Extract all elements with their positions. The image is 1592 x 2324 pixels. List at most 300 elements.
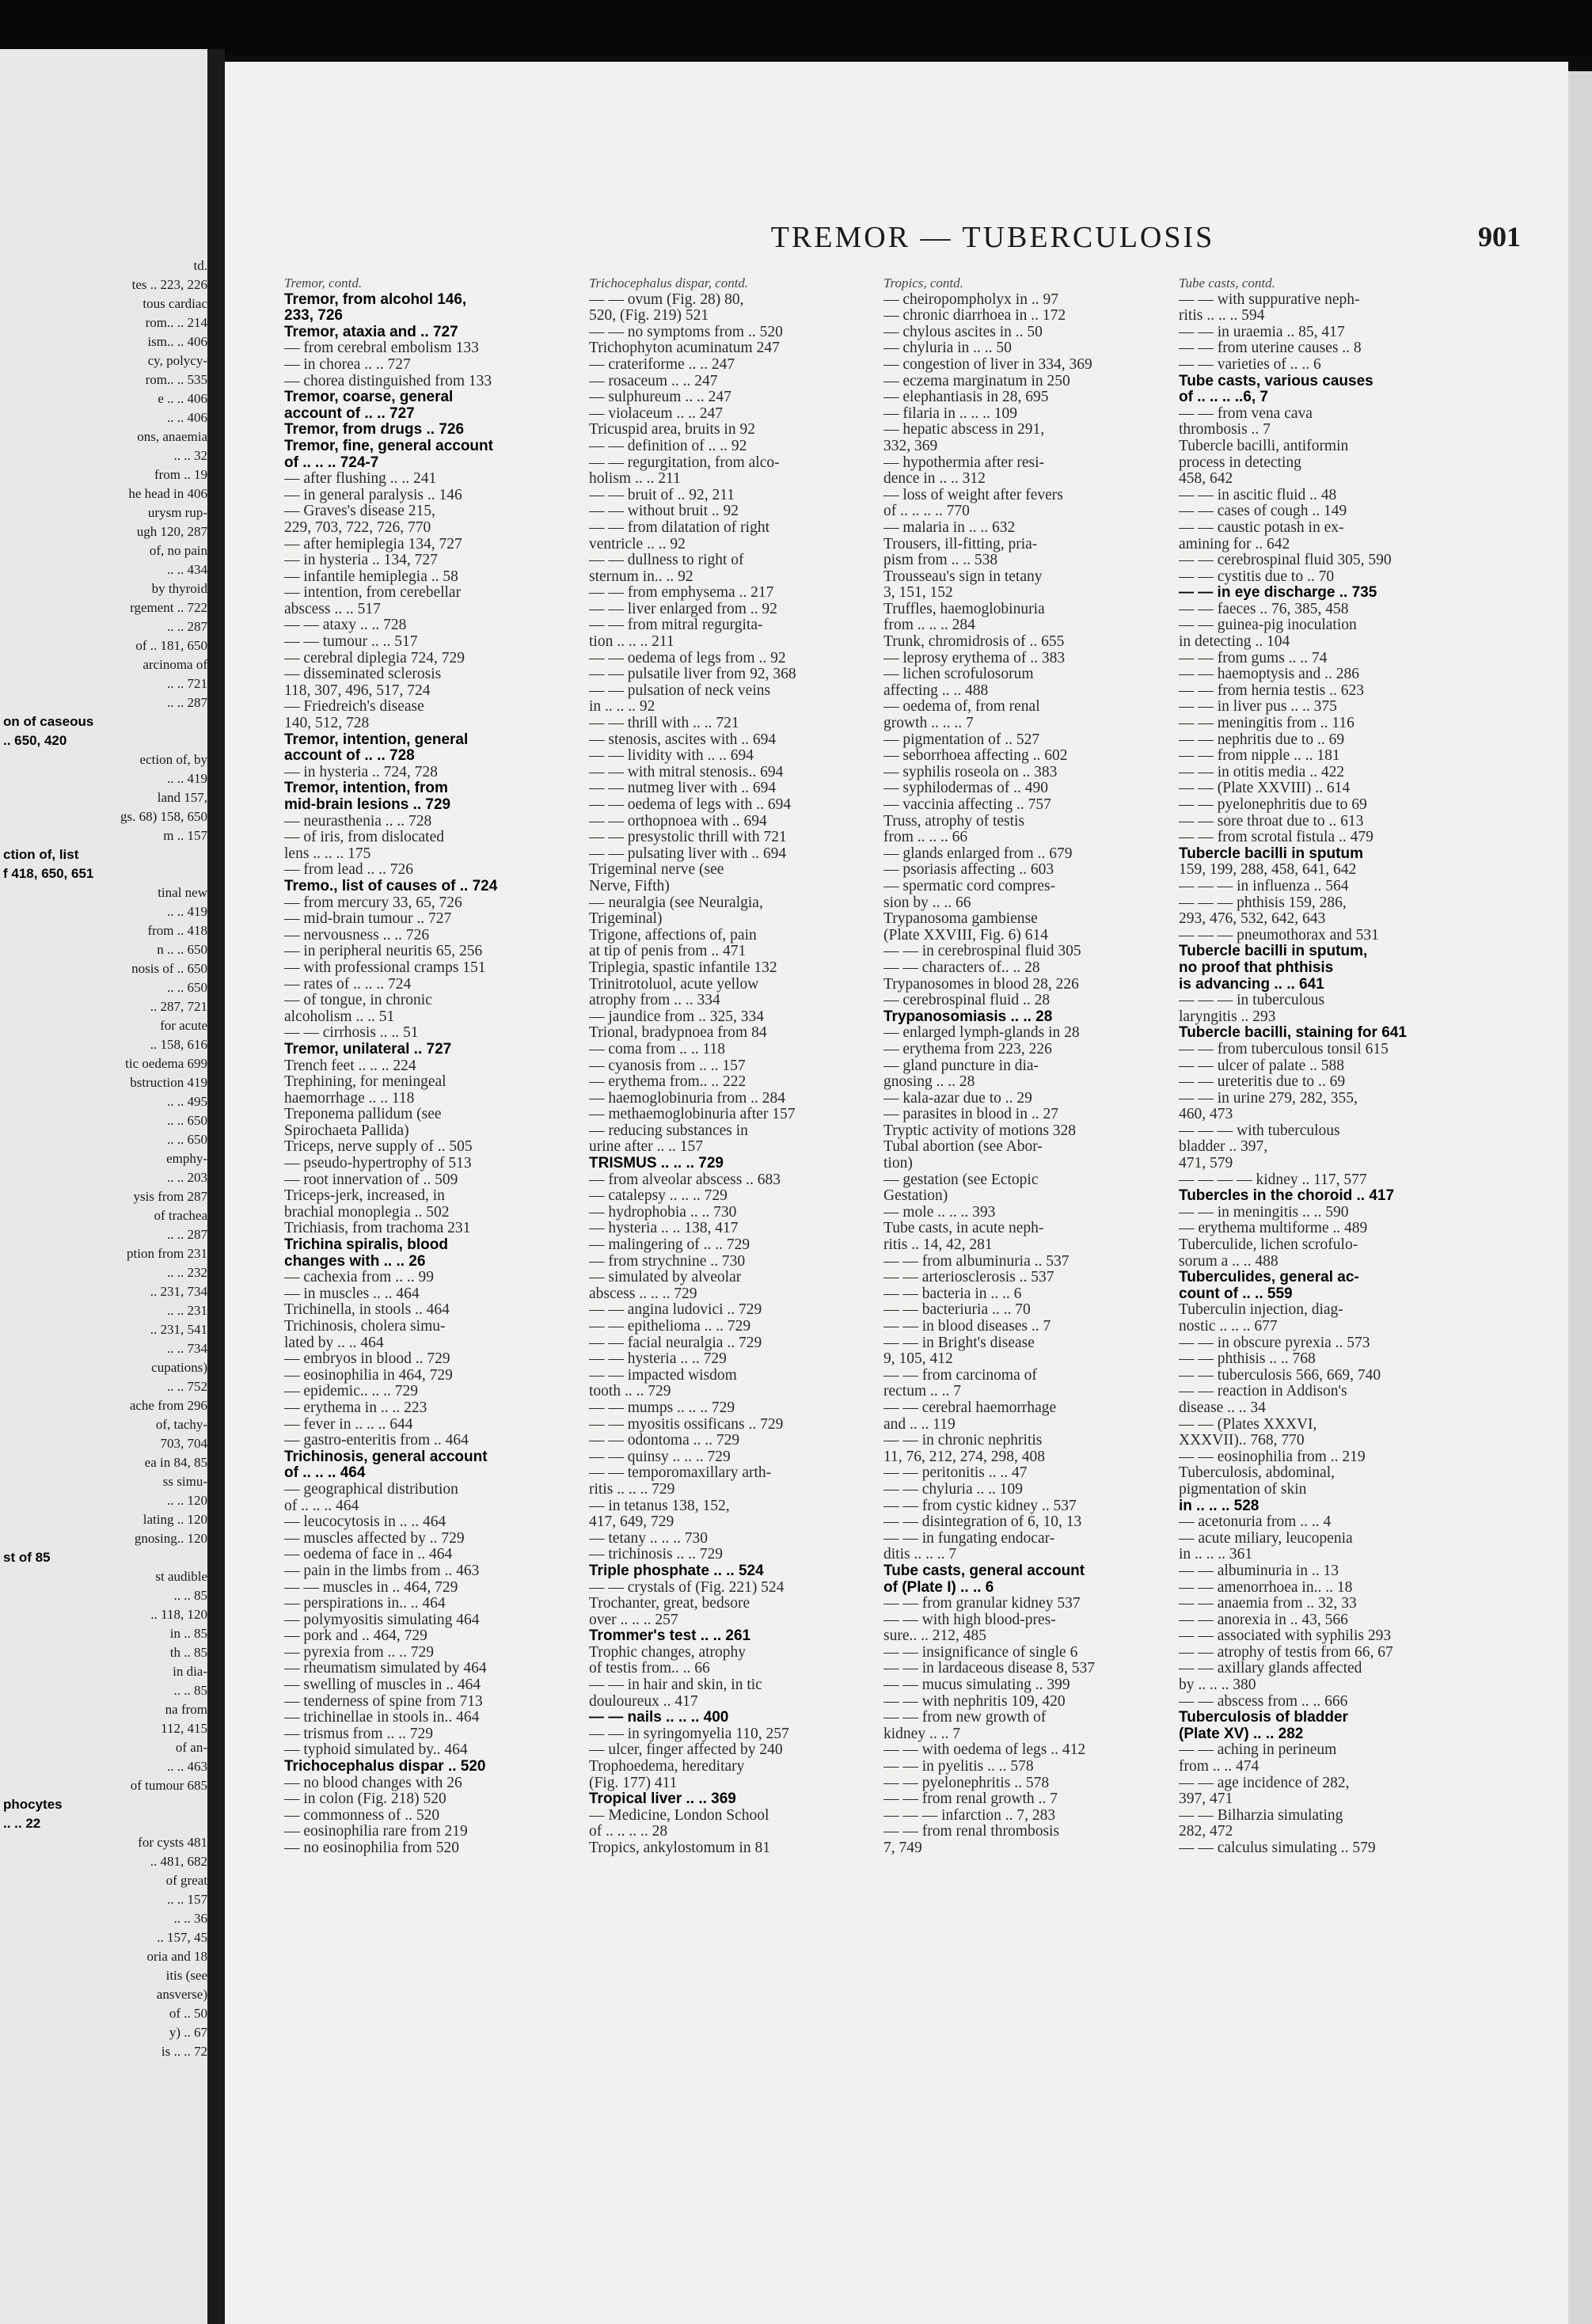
index-sub-entry: — — in blood diseases .. 7: [883, 1319, 1051, 1335]
index-sub-entry: — — no symptoms from .. 520: [589, 324, 783, 340]
facing-page-line: cupations): [151, 1360, 207, 1375]
index-sub-entry: rectum .. .. 7: [883, 1384, 962, 1400]
facing-page-line: .. .. 287: [167, 695, 207, 710]
index-sub-entry: gnosing .. .. 28: [883, 1074, 975, 1091]
index-sub-entry: — — albuminuria in .. 13: [1179, 1563, 1339, 1579]
index-sub-entry: — pigmentation of .. 527: [883, 731, 1040, 748]
index-sub-entry: — — nephritis due to .. 69: [1179, 731, 1345, 748]
facing-page-line: .. .. 650: [167, 1113, 207, 1128]
index-sub-entry: and .. .. 119: [883, 1416, 956, 1433]
index-sub-entry: Spirochaeta Pallida): [284, 1122, 409, 1139]
index-sub-entry: — cheiropompholyx in .. 97: [883, 291, 1058, 308]
facing-page-line: .. .. 32: [173, 448, 207, 463]
index-sub-entry: — catalepsy .. .. .. 729: [589, 1188, 728, 1205]
index-sub-entry: — — in lardaceous disease 8, 537: [883, 1661, 1095, 1677]
index-heading-entry: Tube casts, general account: [883, 1563, 1085, 1579]
index-sub-entry: Tropics, ankylostomum in 81: [589, 1840, 770, 1856]
index-sub-entry: — parasites in blood in .. 27: [883, 1107, 1058, 1123]
index-sub-entry: — — peritonitis .. .. 47: [883, 1465, 1028, 1482]
index-sub-entry: — erythema from.. .. 222: [589, 1074, 747, 1091]
facing-page-line: from .. 19: [154, 467, 207, 482]
index-sub-entry: — — angina ludovici .. 729: [589, 1302, 762, 1319]
facing-page-line: tous cardiac: [142, 296, 207, 311]
index-sub-entry: — haemoglobinuria from .. 284: [589, 1090, 786, 1107]
index-sub-entry: — after hemiplegia 134, 727: [284, 536, 462, 553]
index-sub-entry: Trichiasis, from trachoma 231: [284, 1221, 471, 1237]
index-sub-entry: ritis .. .. .. 594: [1179, 308, 1265, 325]
index-sub-entry: — acute miliary, leucopenia: [1179, 1530, 1353, 1547]
continued-label: Tube casts, contd.: [1179, 275, 1275, 290]
continued-label: Tremor, contd.: [284, 275, 363, 290]
index-sub-entry: Truss, atrophy of testis: [883, 813, 1025, 830]
index-heading-entry: Tuberculides, general ac-: [1179, 1270, 1359, 1286]
facing-page-line: he head in 406: [128, 486, 207, 501]
facing-page-line: of tumour 685: [130, 1778, 207, 1793]
index-sub-entry: — — in chronic nephritis: [883, 1433, 1043, 1449]
index-sub-entry: brachial monoplegia .. 502: [284, 1204, 450, 1221]
facing-page-line: bstruction 419: [130, 1075, 207, 1090]
facing-page-line: ection of, by: [139, 752, 207, 767]
facing-page-line: .. .. 287: [167, 1227, 207, 1242]
index-sub-entry: — — from scrotal fistula .. 479: [1179, 830, 1374, 846]
index-sub-entry: Tuberculosis, abdominal,: [1179, 1465, 1335, 1482]
index-sub-entry: — — sore throat due to .. 613: [1179, 813, 1364, 830]
index-sub-entry: 11, 76, 212, 274, 298, 408: [883, 1449, 1046, 1465]
index-sub-entry: — elephantiasis in 28, 695: [883, 389, 1049, 406]
facing-page-line: e .. .. 406: [158, 391, 207, 406]
continued-label: Tropics, contd.: [883, 275, 963, 290]
facing-page-line: ism.. .. 406: [147, 334, 207, 349]
index-sub-entry: — neurasthenia .. .. 728: [284, 813, 432, 830]
index-sub-entry: 458, 642: [1179, 471, 1233, 488]
index-heading-entry: Tubercle bacilli, staining for 641: [1179, 1025, 1407, 1042]
index-heading-entry: mid-brain lesions .. 729: [284, 797, 451, 813]
index-sub-entry: — — from albuminuria .. 537: [883, 1253, 1070, 1270]
index-sub-entry: ditis .. .. .. 7: [883, 1547, 957, 1563]
index-sub-entry: Trichinosis, cholera simu-: [284, 1319, 446, 1335]
index-sub-entry: — — from nipple .. .. 181: [1179, 748, 1340, 765]
index-sub-entry: — — pyelonephritis .. 578: [883, 1775, 1050, 1791]
index-sub-entry: XXXVII).. 768, 770: [1179, 1433, 1305, 1449]
index-heading-entry: Tremor, unilateral .. 727: [284, 1041, 452, 1058]
index-sub-entry: — simulated by alveolar: [589, 1270, 742, 1286]
index-sub-entry: — — pulsating liver with .. 694: [589, 845, 787, 862]
index-heading-entry: Tubercle bacilli in sputum,: [1179, 944, 1368, 960]
facing-page-line: .. .. 22: [3, 1816, 41, 1831]
index-heading-entry: count of .. .. 559: [1179, 1285, 1293, 1302]
index-sub-entry: tion): [883, 1156, 913, 1172]
facing-page-line: from .. 418: [147, 923, 207, 938]
index-sub-entry: sure.. .. 212, 485: [883, 1628, 986, 1645]
index-sub-entry: dence in .. .. 312: [883, 471, 986, 488]
index-sub-entry: 159, 199, 288, 458, 641, 642: [1179, 862, 1357, 879]
index-sub-entry: — lichen scrofulosorum: [883, 666, 1034, 683]
index-sub-entry: — — bacteria in .. .. 6: [883, 1285, 1022, 1302]
index-sub-entry: — — from gums .. .. 74: [1179, 650, 1328, 666]
index-sub-entry: atrophy from .. .. 334: [589, 993, 720, 1009]
index-sub-entry: disease .. .. 34: [1179, 1399, 1266, 1416]
facing-page-line: in dia-: [173, 1664, 207, 1679]
index-sub-entry: sternum in.. .. 92: [589, 568, 693, 585]
facing-page-line: .. .. 434: [167, 562, 207, 577]
index-heading-entry: Tropical liver .. .. 369: [589, 1791, 736, 1808]
index-sub-entry: — psoriasis affecting .. 603: [883, 862, 1054, 879]
index-sub-entry: — — age incidence of 282,: [1179, 1775, 1350, 1791]
index-sub-entry: — — temporomaxillary arth-: [589, 1465, 772, 1482]
index-heading-entry: of .. .. .. ..6, 7: [1179, 389, 1268, 406]
index-sub-entry: — — myositis ossificans .. 729: [589, 1416, 784, 1433]
index-sub-entry: sorum a .. .. 488: [1179, 1253, 1279, 1270]
index-sub-entry: 282, 472: [1179, 1824, 1233, 1840]
index-sub-entry: — — nutmeg liver with .. 694: [589, 780, 777, 797]
index-sub-entry: Trunk, chromidrosis of .. 655: [883, 634, 1065, 651]
index-sub-entry: — — presystolic thrill with 721: [589, 830, 787, 846]
index-sub-entry: — — anorexia in .. 43, 566: [1179, 1612, 1348, 1628]
index-sub-entry: process in detecting: [1179, 454, 1301, 471]
facing-page-line: ysis from 287: [133, 1189, 207, 1204]
facing-page-line: .. 231, 734: [150, 1284, 207, 1299]
index-sub-entry: at tip of penis from .. 471: [589, 944, 747, 960]
index-sub-entry: — methaemoglobinuria after 157: [589, 1107, 796, 1123]
index-sub-entry: — — bacteriuria .. .. 70: [883, 1302, 1031, 1319]
index-sub-entry: — — varieties of .. .. 6: [1179, 356, 1321, 373]
facing-page-line: .. .. 85: [173, 1588, 207, 1603]
index-sub-entry: Trophic changes, atrophy: [589, 1644, 747, 1661]
index-heading-entry: of .. .. .. 464: [284, 1465, 366, 1482]
index-sub-entry: — — definition of .. .. 92: [589, 438, 747, 454]
facing-page-line: .. .. 752: [167, 1379, 207, 1394]
facing-page-line: .. .. 721: [167, 676, 207, 691]
index-sub-entry: — epidemic.. .. .. 729: [284, 1384, 418, 1400]
index-heading-entry: Trypanosomiasis .. .. 28: [883, 1008, 1053, 1025]
index-sub-entry: — erythema in .. .. 223: [284, 1399, 427, 1416]
index-sub-entry: — trichinellae in stools in.. 464: [284, 1710, 480, 1726]
index-sub-entry: alcoholism .. .. 51: [284, 1008, 395, 1025]
index-sub-entry: — neuralgia (see Neuralgia,: [589, 894, 763, 911]
facing-page-line: .. 287, 721: [150, 999, 207, 1014]
index-sub-entry: — rosaceum .. .. 247: [589, 373, 718, 389]
index-sub-entry: 140, 512, 728: [284, 716, 370, 732]
index-heading-entry: Tremo., list of causes of .. 724: [284, 878, 498, 894]
facing-page-line: .. .. 495: [167, 1094, 207, 1109]
index-sub-entry: — — ureteritis due to .. 69: [1179, 1074, 1346, 1091]
index-sub-entry: — — with mitral stenosis.. 694: [589, 764, 784, 780]
index-sub-entry: kidney .. .. 7: [883, 1726, 960, 1742]
facing-page-line: m .. 157: [163, 828, 207, 843]
facing-page-line: n .. .. 650: [157, 942, 207, 957]
facing-page-line: .. .. 203: [167, 1170, 207, 1185]
index-heading-entry: of (Plate I) .. .. 6: [883, 1579, 994, 1596]
facing-page-line: y) .. 67: [169, 2025, 207, 2040]
index-sub-entry: abscess .. .. .. 729: [589, 1285, 697, 1302]
index-sub-entry: — — in otitis media .. 422: [1179, 764, 1345, 780]
index-sub-entry: from .. .. .. 66: [883, 830, 968, 846]
index-sub-entry: — no eosinophilia from 520: [284, 1840, 459, 1856]
index-sub-entry: — congestion of liver in 334, 369: [883, 356, 1092, 373]
index-sub-entry: — enlarged lymph-glands in 28: [883, 1025, 1080, 1042]
index-sub-entry: — — pulsatile liver from 92, 368: [589, 666, 796, 683]
facing-page-line: .. 158, 616: [150, 1037, 207, 1052]
index-sub-entry: nostic .. .. .. 677: [1179, 1319, 1278, 1335]
index-sub-entry: — vaccinia affecting .. 757: [883, 797, 1051, 813]
index-sub-entry: — — in liver pus .. .. 375: [1179, 699, 1337, 716]
facing-page-line: .. .. 650: [167, 1132, 207, 1147]
index-sub-entry: — rates of .. .. .. 724: [284, 976, 412, 993]
index-sub-entry: — — ataxy .. .. 728: [284, 617, 407, 634]
index-sub-entry: — — — — kidney .. 117, 577: [1179, 1171, 1367, 1188]
facing-page-line: gnosing.. 120: [134, 1531, 207, 1546]
index-sub-entry: — leucocytosis in .. .. 464: [284, 1514, 446, 1531]
index-sub-entry: — embryos in blood .. 729: [284, 1351, 450, 1368]
index-sub-entry: — tenderness of spine from 713: [284, 1693, 483, 1710]
index-heading-entry: Trichinosis, general account: [284, 1449, 488, 1465]
index-sub-entry: — Medicine, London School: [589, 1807, 769, 1824]
index-sub-entry: — acetonuria from .. .. 4: [1179, 1514, 1332, 1531]
index-sub-entry: — — in syringomyelia 110, 257: [589, 1726, 789, 1742]
index-sub-entry: — — in cerebrospinal fluid 305: [883, 944, 1081, 960]
index-sub-entry: Tube casts, in acute neph-: [883, 1221, 1044, 1237]
index-sub-entry: — — odontoma .. .. 729: [589, 1433, 740, 1449]
index-sub-entry: douloureux .. 417: [589, 1693, 698, 1710]
facing-page-line: .. .. 36: [173, 1911, 207, 1926]
index-sub-entry: — of tongue, in chronic: [284, 993, 432, 1009]
index-sub-entry: — swelling of muscles in .. 464: [284, 1677, 481, 1694]
index-sub-entry: by .. .. .. 380: [1179, 1677, 1256, 1694]
index-sub-entry: Trional, bradypnoea from 84: [589, 1025, 767, 1042]
index-sub-entry: — chronic diarrhoea in .. 172: [883, 308, 1066, 325]
index-sub-entry: 471, 579: [1179, 1156, 1233, 1172]
index-sub-entry: of .. .. .. .. 770: [883, 503, 970, 520]
index-heading-entry: Trommer's test .. .. 261: [589, 1628, 751, 1645]
index-sub-entry: — — atrophy of testis from 66, 67: [1179, 1644, 1393, 1661]
facing-page-line: of .. 50: [169, 2006, 207, 2021]
facing-page-line: .. .. 157: [167, 1892, 207, 1907]
index-sub-entry: — Friedreich's disease: [284, 699, 424, 716]
index-sub-entry: from .. .. .. 284: [883, 617, 975, 634]
index-sub-entry: — — pulsation of neck veins: [589, 682, 771, 699]
index-sub-entry: — pseudo-hypertrophy of 513: [284, 1156, 472, 1172]
facing-page-line: is .. .. 72: [161, 2044, 207, 2059]
continued-label: Trichocephalus dispar, contd.: [589, 275, 749, 290]
facing-page-line: of, tachy-: [155, 1417, 207, 1432]
index-sub-entry: in .. .. .. 92: [589, 699, 655, 716]
page-number: 901: [1478, 221, 1521, 253]
index-sub-entry: — malingering of .. .. 729: [589, 1237, 750, 1254]
index-sub-entry: — — dullness to right of: [589, 553, 744, 569]
index-sub-entry: — — liver enlarged from .. 92: [589, 601, 777, 617]
index-sub-entry: — gastro-enteritis from .. 464: [284, 1433, 469, 1449]
index-sub-entry: 9, 105, 412: [883, 1351, 953, 1368]
index-heading-entry: Tubercle bacilli in sputum: [1179, 845, 1363, 862]
facing-page-fragment: [0, 49, 207, 2324]
index-sub-entry: laryngitis .. 293: [1179, 1008, 1276, 1025]
index-sub-entry: from .. .. 474: [1179, 1759, 1260, 1775]
index-sub-entry: Truffles, haemoglobinuria: [883, 601, 1045, 617]
index-heading-entry: Tremor, fine, general account: [284, 438, 493, 454]
facing-page-line: oria and 18: [146, 1949, 207, 1964]
index-sub-entry: Tryptic activity of motions 328: [883, 1122, 1077, 1139]
facing-page-line: ons, anaemia: [137, 429, 207, 444]
index-sub-entry: — — reaction in Addison's: [1179, 1384, 1347, 1400]
index-sub-entry: — typhoid simulated by.. 464: [284, 1742, 468, 1759]
index-sub-entry: Tubercle bacilli, antiformin: [1179, 438, 1349, 454]
index-sub-entry: — trichinosis .. .. 729: [589, 1547, 723, 1563]
index-sub-entry: — — cystitis due to .. 70: [1179, 568, 1335, 585]
index-sub-entry: Trichinella, in stools .. 464: [284, 1302, 450, 1319]
index-sub-entry: — reducing substances in: [589, 1122, 748, 1139]
index-sub-entry: — in general paralysis .. 146: [284, 487, 462, 503]
index-sub-entry: — oedema of face in .. 464: [284, 1547, 453, 1563]
index-sub-entry: lated by .. .. 464: [284, 1335, 384, 1351]
index-sub-entry: pigmentation of skin: [1179, 1481, 1307, 1498]
index-sub-entry: — — tuberculosis 566, 669, 740: [1179, 1367, 1381, 1384]
facing-page-line: land 157,: [157, 790, 207, 805]
index-heading-entry: Tremor, intention, general: [284, 731, 469, 748]
index-sub-entry: — — eosinophilia from .. 219: [1179, 1449, 1366, 1465]
index-sub-entry: growth .. .. .. 7: [883, 716, 974, 732]
index-sub-entry: — — from uterine causes .. 8: [1179, 340, 1362, 357]
facing-page-line: 703, 704: [160, 1436, 207, 1451]
index-sub-entry: Triplegia, spastic infantile 132: [589, 959, 777, 976]
index-sub-entry: — — — in tuberculous: [1179, 993, 1325, 1009]
index-sub-entry: — — with oedema of legs .. 412: [883, 1742, 1086, 1759]
index-sub-entry: — muscles affected by .. 729: [284, 1530, 465, 1547]
index-sub-entry: — — in urine 279, 282, 355,: [1179, 1090, 1358, 1107]
facing-page-line: itis (see: [165, 1968, 207, 1983]
index-heading-entry: Tremor, intention, from: [284, 780, 448, 797]
facing-page-line: rom.. .. 535: [145, 372, 207, 387]
index-sub-entry: — Graves's disease 215,: [284, 503, 435, 520]
index-sub-entry: Tricuspid area, bruits in 92: [589, 422, 755, 439]
index-sub-entry: — — — pneumothorax and 531: [1179, 927, 1379, 944]
index-sub-entry: — trismus from .. .. 729: [284, 1726, 433, 1742]
index-sub-entry: — spermatic cord compres-: [883, 878, 1056, 894]
index-sub-entry: — — characters of.. .. 28: [883, 959, 1040, 976]
index-heading-entry: Trichocephalus dispar .. 520: [284, 1759, 486, 1775]
index-sub-entry: — hysteria .. .. 138, 417: [589, 1221, 739, 1237]
index-sub-entry: — — from emphysema .. 217: [589, 585, 774, 602]
index-sub-entry: Triceps-jerk, increased, in: [284, 1188, 445, 1205]
facing-page-line: ction of, list: [3, 847, 79, 862]
index-sub-entry: — — without bruit .. 92: [589, 503, 739, 520]
index-sub-entry: thrombosis .. 7: [1179, 422, 1271, 439]
index-sub-entry: — — ovum (Fig. 28) 80,: [589, 291, 744, 308]
index-sub-entry: in detecting .. 104: [1179, 634, 1290, 651]
index-heading-entry: account of .. .. 727: [284, 405, 415, 422]
index-sub-entry: — — epithelioma .. .. 729: [589, 1319, 751, 1335]
index-sub-entry: 397, 471: [1179, 1791, 1233, 1808]
book-gutter: [207, 49, 225, 2324]
index-heading-entry: changes with .. .. 26: [284, 1253, 426, 1270]
index-sub-entry: — — with high blood-pres-: [883, 1612, 1056, 1628]
index-sub-entry: — fever in .. .. .. 644: [284, 1416, 413, 1433]
index-sub-entry: — — crystals of (Fig. 221) 524: [589, 1579, 785, 1596]
index-sub-entry: — — in pyelitis .. .. 578: [883, 1759, 1034, 1775]
facing-page-line: by thyroid: [151, 581, 207, 596]
index-sub-entry: — sulphureum .. .. 247: [589, 389, 731, 406]
index-sub-entry: — cerebrospinal fluid .. 28: [883, 993, 1051, 1009]
facing-page-line: cy, polycy-: [147, 353, 207, 368]
facing-page-line: .. .. 287: [167, 619, 207, 634]
index-sub-entry: — — meningitis from .. 116: [1179, 716, 1355, 732]
index-sub-entry: — — anaemia from .. 32, 33: [1179, 1596, 1357, 1612]
index-sub-entry: 293, 476, 532, 642, 643: [1179, 911, 1326, 928]
index-sub-entry: — chylous ascites in .. 50: [883, 324, 1043, 340]
facing-page-column: [3, 256, 207, 2061]
index-sub-entry: urine after .. .. 157: [589, 1139, 704, 1156]
index-sub-entry: — — in ascitic fluid .. 48: [1179, 487, 1337, 503]
facing-page-line: rgement .. 722: [130, 600, 207, 615]
facing-page-line: st of 85: [3, 1550, 51, 1565]
index-sub-entry: — infantile hemiplegia .. 58: [284, 568, 458, 585]
index-sub-entry: — no blood changes with 26: [284, 1775, 462, 1791]
index-sub-entry: Trinitrotoluol, acute yellow: [589, 976, 759, 993]
index-heading-entry: in .. .. .. 528: [1179, 1498, 1260, 1514]
index-sub-entry: — malaria in .. .. 632: [883, 519, 1016, 536]
index-sub-entry: — nervousness .. .. 726: [284, 927, 430, 944]
index-sub-entry: — — cirrhosis .. .. 51: [284, 1025, 419, 1042]
index-sub-entry: — — regurgitation, from alco-: [589, 454, 780, 471]
index-sub-entry: ventricle .. .. 92: [589, 536, 686, 553]
index-sub-entry: — tetany .. .. .. 730: [589, 1530, 709, 1547]
index-sub-entry: — — in fungating endocar-: [883, 1530, 1055, 1547]
index-sub-entry: — — with suppurative neph-: [1179, 291, 1360, 308]
index-sub-entry: — — phthisis .. .. 768: [1179, 1351, 1316, 1368]
index-sub-entry: — — orthopnoea with .. 694: [589, 813, 767, 830]
facing-page-line: na from: [165, 1702, 207, 1717]
index-sub-entry: 332, 369: [883, 438, 938, 454]
index-heading-entry: — — in eye discharge .. 735: [1179, 585, 1377, 602]
index-sub-entry: Triceps, nerve supply of .. 505: [284, 1139, 473, 1156]
index-sub-entry: in .. .. .. 361: [1179, 1547, 1253, 1563]
index-heading-entry: account of .. .. 728: [284, 748, 415, 765]
facing-page-line: ugh 120, 287: [136, 524, 207, 539]
index-sub-entry: — eosinophilia in 464, 729: [284, 1367, 453, 1384]
index-sub-entry: — — from mitral regurgita-: [589, 617, 763, 634]
index-sub-entry: Trephining, for meningeal: [284, 1074, 446, 1091]
index-sub-entry: — — from dilatation of right: [589, 519, 770, 536]
index-sub-entry: — in chorea .. .. 727: [284, 356, 411, 373]
index-heading-entry: Tremor, from drugs .. 726: [284, 422, 465, 439]
facing-page-line: gs. 68) 158, 650: [120, 809, 207, 824]
index-sub-entry: — — from cystic kidney .. 537: [883, 1498, 1077, 1514]
index-sub-entry: — gestation (see Ectopic: [883, 1171, 1039, 1188]
index-sub-entry: — coma from .. .. 118: [589, 1041, 726, 1058]
index-sub-entry: — — abscess from .. .. 666: [1179, 1693, 1348, 1710]
facing-page-line: th .. 85: [169, 1645, 207, 1660]
index-heading-entry: 233, 726: [284, 308, 343, 325]
index-sub-entry: — in peripheral neuritis 65, 256: [284, 944, 483, 960]
index-sub-entry: — hepatic abscess in 291,: [883, 422, 1045, 439]
index-sub-entry: — — — with tuberculous: [1179, 1122, 1340, 1139]
facing-page-line: lating .. 120: [142, 1512, 207, 1527]
facing-page-line: st audible: [155, 1569, 207, 1584]
index-sub-entry: — — (Plate XXVIII) .. 614: [1179, 780, 1351, 797]
index-sub-entry: — oedema of, from renal: [883, 699, 1040, 716]
index-sub-entry: — — in meningitis .. .. 590: [1179, 1204, 1349, 1221]
index-sub-entry: — from mercury 33, 65, 726: [284, 894, 462, 911]
facing-page-line: tes .. 223, 226: [131, 277, 207, 292]
index-heading-entry: — — nails .. .. .. 400: [589, 1710, 729, 1726]
index-heading-entry: Tremor, coarse, general: [284, 389, 454, 406]
index-sub-entry: affecting .. .. 488: [883, 682, 989, 699]
index-sub-entry: — — disintegration of 6, 10, 13: [883, 1514, 1082, 1531]
facing-page-line: for cysts 481: [138, 1835, 207, 1850]
facing-page-line: ption from 231: [127, 1246, 207, 1261]
index-sub-entry: 118, 307, 496, 517, 724: [284, 682, 431, 699]
index-sub-entry: — — from tuberculous tonsil 615: [1179, 1041, 1389, 1058]
facing-page-line: nosis of .. 650: [131, 961, 207, 976]
